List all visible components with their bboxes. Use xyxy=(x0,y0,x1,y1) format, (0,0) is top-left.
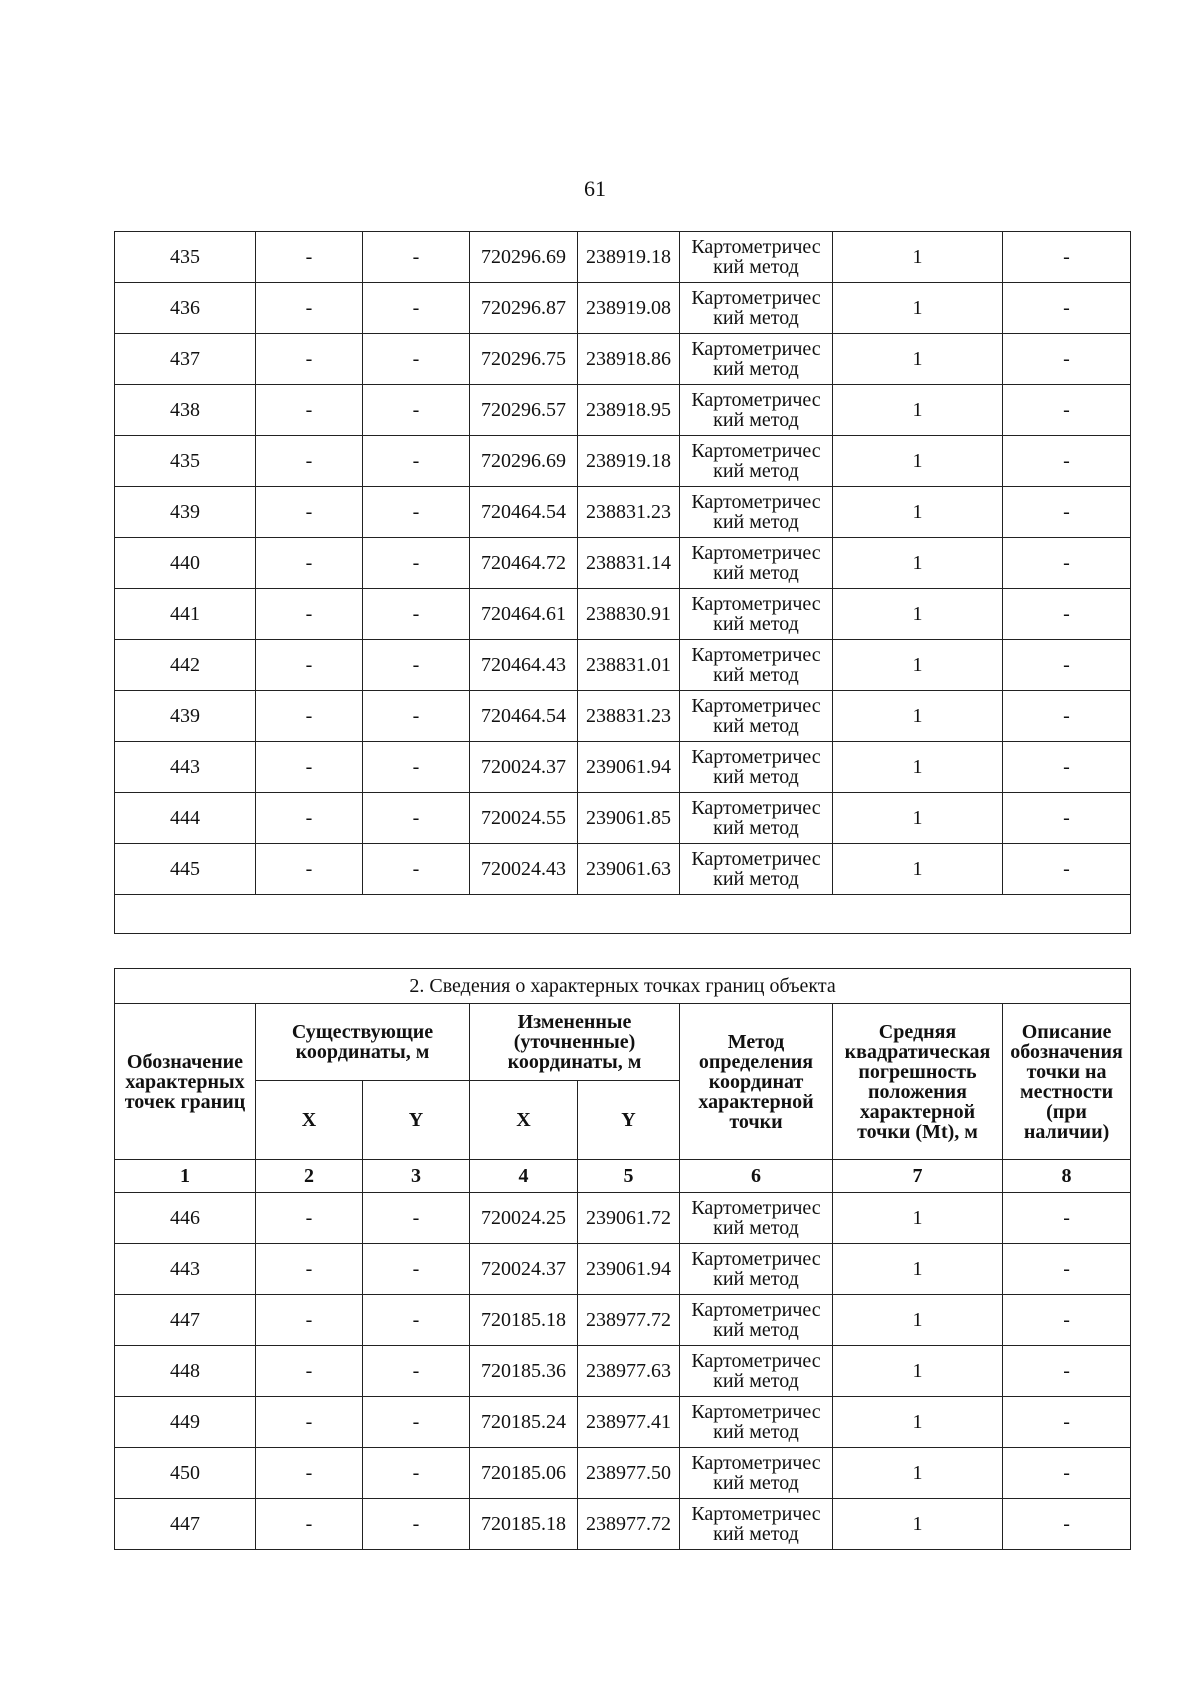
table-row xyxy=(115,334,1131,385)
table-row xyxy=(115,1193,1131,1244)
existing-x-cell: - xyxy=(256,436,363,487)
method-text: Картометричес xyxy=(691,1452,821,1474)
changed-x-cell: 720296.69 xyxy=(470,436,578,487)
point-number-cell: 447 xyxy=(115,1499,256,1550)
column-numbers-row xyxy=(115,1160,1131,1193)
existing-y-cell: - xyxy=(363,1193,470,1244)
existing-x-cell: - xyxy=(256,844,363,895)
description-cell: - xyxy=(1003,640,1131,691)
existing-x-cell: - xyxy=(256,1244,363,1295)
changed-x-cell: 720024.37 xyxy=(470,742,578,793)
mt-cell: 1 xyxy=(833,232,1003,283)
method-text: Картометричес xyxy=(691,491,821,513)
existing-y-cell: - xyxy=(363,385,470,436)
description-cell: - xyxy=(1003,793,1131,844)
changed-y-cell: 239061.85 xyxy=(578,793,680,844)
changed-y-cell: 238977.50 xyxy=(578,1448,680,1499)
blank-cell xyxy=(115,895,1131,934)
changed-y-cell: 238919.18 xyxy=(578,436,680,487)
boundary-points-table xyxy=(114,968,1131,1550)
point-number-cell: 441 xyxy=(115,589,256,640)
changed-x-cell: 720464.54 xyxy=(470,691,578,742)
description-cell: - xyxy=(1003,1244,1131,1295)
point-number-cell: 443 xyxy=(115,742,256,793)
table-row xyxy=(115,1397,1131,1448)
existing-y-cell: - xyxy=(363,640,470,691)
header-description: Описание обозначения точки на местности (при наличии) xyxy=(1003,1004,1131,1160)
method-text: Картометричес xyxy=(691,1503,821,1525)
existing-y-cell: - xyxy=(363,1397,470,1448)
mt-cell: 1 xyxy=(833,589,1003,640)
existing-y-cell: - xyxy=(363,742,470,793)
point-number-cell: 440 xyxy=(115,538,256,589)
column-number: 3 xyxy=(363,1160,470,1193)
changed-y-cell: 238977.41 xyxy=(578,1397,680,1448)
mt-cell: 1 xyxy=(833,1397,1003,1448)
header-point-designation: Обозначение характерных точек границ xyxy=(115,1004,256,1160)
changed-x-cell: 720296.69 xyxy=(470,232,578,283)
table-row xyxy=(115,385,1131,436)
header-changed-x: X xyxy=(470,1081,578,1160)
column-number: 7 xyxy=(833,1160,1003,1193)
method-cell xyxy=(680,640,833,691)
existing-y-cell: - xyxy=(363,844,470,895)
description-cell: - xyxy=(1003,334,1131,385)
point-number-cell: 437 xyxy=(115,334,256,385)
changed-y-cell: 238918.95 xyxy=(578,385,680,436)
changed-y-cell: 238977.72 xyxy=(578,1295,680,1346)
existing-x-cell: - xyxy=(256,283,363,334)
changed-y-cell: 239061.63 xyxy=(578,844,680,895)
existing-x-cell: - xyxy=(256,334,363,385)
existing-x-cell: - xyxy=(256,487,363,538)
table-row xyxy=(115,487,1131,538)
method-cell xyxy=(680,691,833,742)
boundary-points-table-continued xyxy=(114,231,1131,934)
mt-cell: 1 xyxy=(833,691,1003,742)
table-row xyxy=(115,436,1131,487)
changed-x-cell: 720464.43 xyxy=(470,640,578,691)
description-cell: - xyxy=(1003,538,1131,589)
section-title-row xyxy=(115,969,1131,1004)
existing-y-cell: - xyxy=(363,538,470,589)
existing-x-cell: - xyxy=(256,742,363,793)
existing-x-cell: - xyxy=(256,1499,363,1550)
header-mt: Средняя квадратическая погрешность положения характерной точки (Mt), м xyxy=(833,1004,1003,1160)
table-row xyxy=(115,1295,1131,1346)
method-text: кий метод xyxy=(713,1268,799,1290)
method-text: кий метод xyxy=(713,256,799,278)
existing-x-cell: - xyxy=(256,385,363,436)
method-text: Картометричес xyxy=(691,695,821,717)
existing-y-cell: - xyxy=(363,334,470,385)
method-cell xyxy=(680,1244,833,1295)
method-text: Картометричес xyxy=(691,797,821,819)
header-existing-x: X xyxy=(256,1081,363,1160)
description-cell: - xyxy=(1003,1397,1131,1448)
header-changed-coords: Измененные (уточненные) координаты, м xyxy=(470,1004,680,1081)
method-cell xyxy=(680,844,833,895)
method-text: Картометричес xyxy=(691,1248,821,1270)
table-2-body xyxy=(115,1193,1131,1550)
mt-cell: 1 xyxy=(833,385,1003,436)
existing-y-cell: - xyxy=(363,1499,470,1550)
method-text: Картометричес xyxy=(691,1401,821,1423)
changed-x-cell: 720185.36 xyxy=(470,1346,578,1397)
table-row xyxy=(115,793,1131,844)
point-number-cell: 444 xyxy=(115,793,256,844)
changed-x-cell: 720024.25 xyxy=(470,1193,578,1244)
method-text: кий метод xyxy=(713,562,799,584)
table-row xyxy=(115,1499,1131,1550)
method-cell xyxy=(680,1295,833,1346)
method-text: кий метод xyxy=(713,460,799,482)
table-row xyxy=(115,232,1131,283)
method-cell xyxy=(680,385,833,436)
method-text: кий метод xyxy=(713,1319,799,1341)
method-text: Картометричес xyxy=(691,593,821,615)
mt-cell: 1 xyxy=(833,1295,1003,1346)
mt-cell: 1 xyxy=(833,1346,1003,1397)
mt-cell: 1 xyxy=(833,538,1003,589)
point-number-cell: 435 xyxy=(115,436,256,487)
changed-y-cell: 238977.72 xyxy=(578,1499,680,1550)
description-cell: - xyxy=(1003,283,1131,334)
existing-x-cell: - xyxy=(256,1448,363,1499)
table-row xyxy=(115,691,1131,742)
changed-y-cell: 238831.01 xyxy=(578,640,680,691)
point-number-cell: 438 xyxy=(115,385,256,436)
point-number-cell: 435 xyxy=(115,232,256,283)
method-cell xyxy=(680,589,833,640)
changed-x-cell: 720024.43 xyxy=(470,844,578,895)
method-text: Картометричес xyxy=(691,440,821,462)
method-cell xyxy=(680,487,833,538)
description-cell: - xyxy=(1003,589,1131,640)
method-cell xyxy=(680,1397,833,1448)
existing-y-cell: - xyxy=(363,1295,470,1346)
description-cell: - xyxy=(1003,436,1131,487)
method-text: кий метод xyxy=(713,766,799,788)
point-number-cell: 443 xyxy=(115,1244,256,1295)
changed-y-cell: 238831.23 xyxy=(578,691,680,742)
method-cell xyxy=(680,742,833,793)
method-text: кий метод xyxy=(713,715,799,737)
method-cell xyxy=(680,436,833,487)
changed-x-cell: 720464.72 xyxy=(470,538,578,589)
changed-y-cell: 238918.86 xyxy=(578,334,680,385)
method-text: Картометричес xyxy=(691,1197,821,1219)
changed-x-cell: 720464.54 xyxy=(470,487,578,538)
mt-cell: 1 xyxy=(833,640,1003,691)
table-row xyxy=(115,1346,1131,1397)
column-number: 4 xyxy=(470,1160,578,1193)
existing-y-cell: - xyxy=(363,1346,470,1397)
existing-x-cell: - xyxy=(256,640,363,691)
changed-y-cell: 239061.72 xyxy=(578,1193,680,1244)
existing-x-cell: - xyxy=(256,793,363,844)
method-text: Картометричес xyxy=(691,746,821,768)
changed-x-cell: 720296.87 xyxy=(470,283,578,334)
mt-cell: 1 xyxy=(833,1193,1003,1244)
section-title: 2. Сведения о характерных точках границ объекта xyxy=(115,969,1131,1004)
method-cell xyxy=(680,1499,833,1550)
existing-y-cell: - xyxy=(363,1244,470,1295)
method-text: Картометричес xyxy=(691,236,821,258)
method-text: кий метод xyxy=(713,1421,799,1443)
method-cell xyxy=(680,1193,833,1244)
method-text: кий метод xyxy=(713,613,799,635)
description-cell: - xyxy=(1003,385,1131,436)
method-cell xyxy=(680,283,833,334)
existing-x-cell: - xyxy=(256,589,363,640)
table-row xyxy=(115,742,1131,793)
point-number-cell: 436 xyxy=(115,283,256,334)
method-text: кий метод xyxy=(713,1370,799,1392)
method-cell xyxy=(680,232,833,283)
method-text: Картометричес xyxy=(691,287,821,309)
changed-y-cell: 238919.08 xyxy=(578,283,680,334)
description-cell: - xyxy=(1003,742,1131,793)
description-cell: - xyxy=(1003,1448,1131,1499)
point-number-cell: 448 xyxy=(115,1346,256,1397)
blank-row xyxy=(115,895,1131,934)
existing-y-cell: - xyxy=(363,436,470,487)
description-cell: - xyxy=(1003,1499,1131,1550)
existing-x-cell: - xyxy=(256,1295,363,1346)
column-number: 1 xyxy=(115,1160,256,1193)
mt-cell: 1 xyxy=(833,487,1003,538)
table-row xyxy=(115,283,1131,334)
method-text: кий метод xyxy=(713,409,799,431)
changed-x-cell: 720464.61 xyxy=(470,589,578,640)
changed-y-cell: 238831.14 xyxy=(578,538,680,589)
point-number-cell: 445 xyxy=(115,844,256,895)
existing-y-cell: - xyxy=(363,487,470,538)
point-number-cell: 449 xyxy=(115,1397,256,1448)
header-changed-y: Y xyxy=(578,1081,680,1160)
changed-y-cell: 239061.94 xyxy=(578,742,680,793)
mt-cell: 1 xyxy=(833,1448,1003,1499)
mt-cell: 1 xyxy=(833,742,1003,793)
changed-x-cell: 720185.06 xyxy=(470,1448,578,1499)
mt-cell: 1 xyxy=(833,1244,1003,1295)
table-row xyxy=(115,538,1131,589)
table-row xyxy=(115,1448,1131,1499)
description-cell: - xyxy=(1003,1346,1131,1397)
point-number-cell: 439 xyxy=(115,487,256,538)
changed-x-cell: 720296.57 xyxy=(470,385,578,436)
method-text: кий метод xyxy=(713,511,799,533)
header-existing-coords: Существующие координаты, м xyxy=(256,1004,470,1081)
description-cell: - xyxy=(1003,232,1131,283)
changed-y-cell: 238831.23 xyxy=(578,487,680,538)
table-row xyxy=(115,844,1131,895)
method-text: кий метод xyxy=(713,358,799,380)
table-1-body xyxy=(115,232,1131,895)
method-text: кий метод xyxy=(713,1523,799,1545)
changed-x-cell: 720024.37 xyxy=(470,1244,578,1295)
method-text: Картометричес xyxy=(691,542,821,564)
method-cell xyxy=(680,538,833,589)
point-number-cell: 447 xyxy=(115,1295,256,1346)
changed-y-cell: 238830.91 xyxy=(578,589,680,640)
changed-y-cell: 239061.94 xyxy=(578,1244,680,1295)
existing-x-cell: - xyxy=(256,1193,363,1244)
existing-x-cell: - xyxy=(256,1346,363,1397)
mt-cell: 1 xyxy=(833,793,1003,844)
method-text: Картометричес xyxy=(691,1299,821,1321)
column-number: 2 xyxy=(256,1160,363,1193)
method-cell xyxy=(680,793,833,844)
description-cell: - xyxy=(1003,1193,1131,1244)
existing-x-cell: - xyxy=(256,538,363,589)
existing-y-cell: - xyxy=(363,793,470,844)
method-text: Картометричес xyxy=(691,644,821,666)
existing-x-cell: - xyxy=(256,1397,363,1448)
method-text: Картометричес xyxy=(691,338,821,360)
description-cell: - xyxy=(1003,487,1131,538)
header-method: Метод определения координат характерной точки xyxy=(680,1004,833,1160)
description-cell: - xyxy=(1003,844,1131,895)
table-row xyxy=(115,640,1131,691)
changed-x-cell: 720185.18 xyxy=(470,1295,578,1346)
point-number-cell: 446 xyxy=(115,1193,256,1244)
column-number: 5 xyxy=(578,1160,680,1193)
method-text: кий метод xyxy=(713,307,799,329)
page-number: 61 xyxy=(584,176,606,201)
point-number-cell: 442 xyxy=(115,640,256,691)
method-cell xyxy=(680,1346,833,1397)
method-text: Картометричес xyxy=(691,389,821,411)
method-text: кий метод xyxy=(713,817,799,839)
changed-y-cell: 238919.18 xyxy=(578,232,680,283)
mt-cell: 1 xyxy=(833,334,1003,385)
existing-y-cell: - xyxy=(363,232,470,283)
header-row-1 xyxy=(115,1004,1131,1081)
mt-cell: 1 xyxy=(833,844,1003,895)
changed-x-cell: 720296.75 xyxy=(470,334,578,385)
description-cell: - xyxy=(1003,691,1131,742)
method-text: кий метод xyxy=(713,868,799,890)
existing-y-cell: - xyxy=(363,691,470,742)
point-number-cell: 450 xyxy=(115,1448,256,1499)
method-text: кий метод xyxy=(713,664,799,686)
changed-x-cell: 720185.18 xyxy=(470,1499,578,1550)
method-text: Картометричес xyxy=(691,848,821,870)
mt-cell: 1 xyxy=(833,436,1003,487)
column-number: 6 xyxy=(680,1160,833,1193)
table-row xyxy=(115,1244,1131,1295)
method-text: кий метод xyxy=(713,1217,799,1239)
column-number: 8 xyxy=(1003,1160,1131,1193)
existing-y-cell: - xyxy=(363,589,470,640)
existing-x-cell: - xyxy=(256,232,363,283)
mt-cell: 1 xyxy=(833,283,1003,334)
changed-x-cell: 720024.55 xyxy=(470,793,578,844)
method-cell xyxy=(680,1448,833,1499)
header-existing-y: Y xyxy=(363,1081,470,1160)
changed-y-cell: 238977.63 xyxy=(578,1346,680,1397)
method-cell xyxy=(680,334,833,385)
changed-x-cell: 720185.24 xyxy=(470,1397,578,1448)
existing-y-cell: - xyxy=(363,283,470,334)
description-cell: - xyxy=(1003,1295,1131,1346)
table-row xyxy=(115,589,1131,640)
method-text: Картометричес xyxy=(691,1350,821,1372)
existing-x-cell: - xyxy=(256,691,363,742)
existing-y-cell: - xyxy=(363,1448,470,1499)
mt-cell: 1 xyxy=(833,1499,1003,1550)
point-number-cell: 439 xyxy=(115,691,256,742)
method-text: кий метод xyxy=(713,1472,799,1494)
